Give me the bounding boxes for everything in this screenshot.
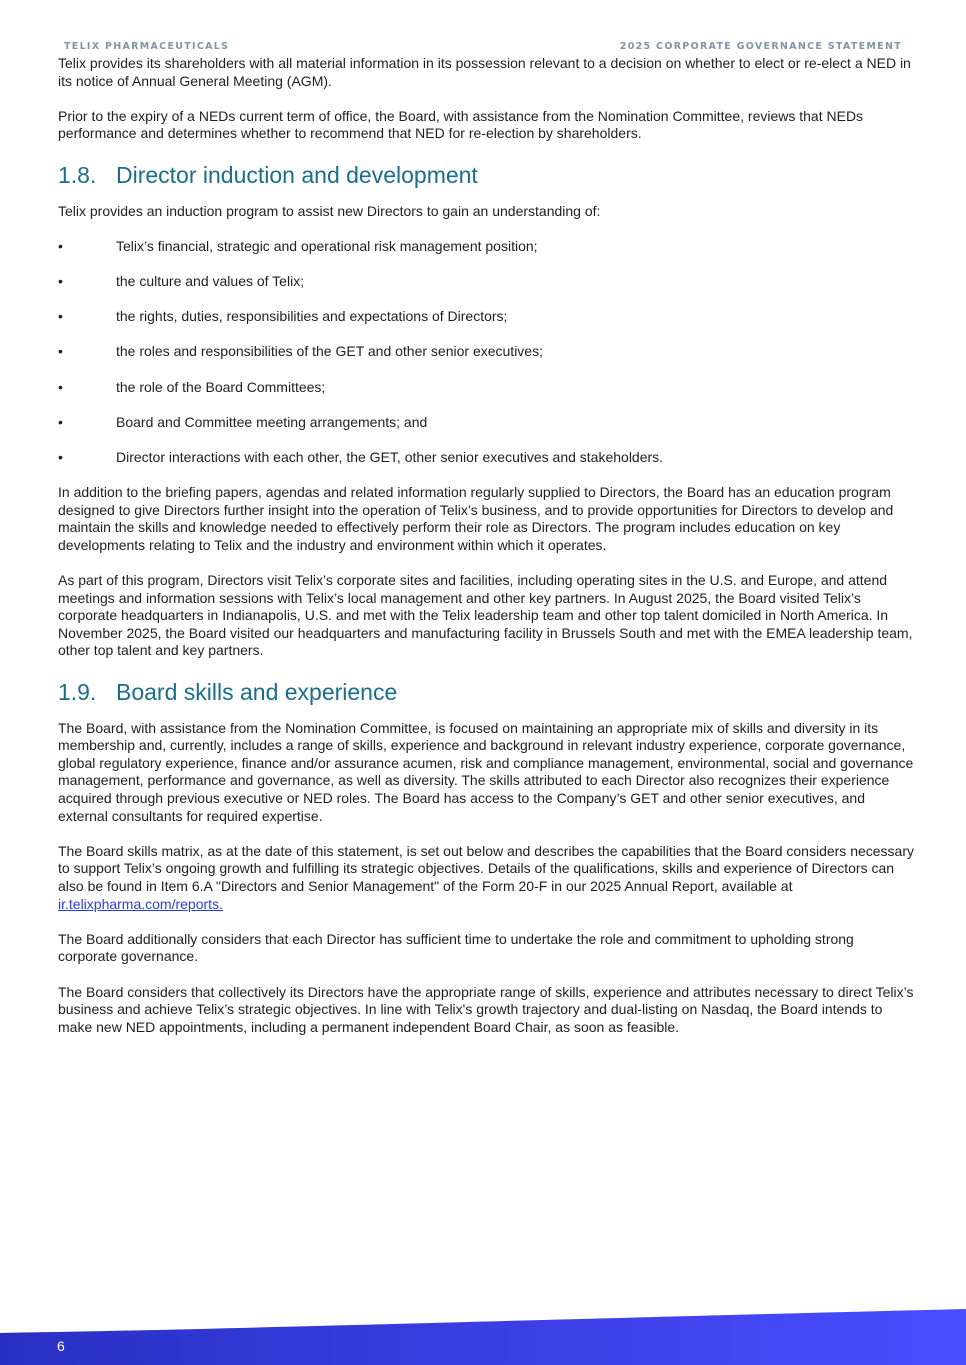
section-title: Director induction and development	[116, 161, 478, 188]
bullet-glyph: •	[58, 272, 63, 289]
list-item: • the rights, duties, responsibilities and expectations of Directors;	[58, 308, 508, 325]
running-header-title: 2025 CORPORATE GOVERNANCE STATEMENT	[619, 41, 902, 52]
appointments-paragraph: The Board considers that collectively its Directors have the appropriate range of skills, experience and attributes necessary to direct Telix’s business and achieve Telix’s strategic objectives. In line with Telix's growth trajectory and dual-listing on Nasdaq, the Board intends to make new NED appointments, including a permanent independent Board Chair, as soon as feasible.	[58, 983, 914, 1035]
intro-paragraph-2: Prior to the expiry of a NEDs current term of office, the Board, with assistance from the Nomination Committee, reviews that NEDs performance and determines whether to recommend that NED for re-election by shareholders.	[58, 107, 864, 142]
list-item: • Board and Committee meeting arrangements; and	[58, 413, 428, 430]
skills-paragraph: The Board, with assistance from the Nomination Committee, is focused on maintaining an appropriate mix of skills and diversity in its membership and, currently, includes a range of skills, experience and background in relevant industry experience, corporate governance, global regulatory experience, finance and/or assurance acumen, risk and compliance management, environmental, social and governance management, performance and governance, as well as diversity. The skills attributed to each Director also recognizes their experience acquired through previous executive or NED roles. The Board has access to the Company’s GET and other senior executives, and external consultants for required expertise.	[58, 719, 914, 824]
bullet-glyph: •	[58, 448, 63, 465]
section-heading-1-8	[58, 161, 914, 189]
skills-matrix-paragraph: The Board skills matrix, as at the date of this statement, is set out below and describes the capabilities that the Board considers necessary to support Telix’s ongoing growth and fulfilling its strategic objectives. Details of the qualifications, skills and experience of Directors can also be found in Item 6.A "Directors and Senior Management" of the Form 20-F in our 2025 Annual Report, available at ir.telixpharma.com/reports.	[58, 842, 914, 912]
section-heading-1-9	[58, 678, 914, 706]
running-header-company: TELIX PHARMACEUTICALS	[64, 41, 230, 52]
section-number: 1.9.	[58, 678, 97, 705]
induction-bullet-list	[58, 238, 914, 467]
site-visits-paragraph: As part of this program, Directors visit Telix’s corporate sites and facilities, including operating sites in the U.S. and Europe, and attend meetings and information sessions with Telix’s local management and other key partners. In August 2025, the Board visited Telix’s corporate headquarters in Indianapolis, U.S. and met with the Telix leadership team and other top talent domiciled in North America. In November 2025, the Board visited our headquarters and manufacturing facility in Brussels South and met with the EMEA leadership team, other top talent and key partners.	[58, 572, 913, 659]
list-item: • the roles and responsibilities of the GET and other senior executives;	[58, 343, 543, 360]
list-item: • Telix’s financial, strategic and operational risk management position;	[58, 237, 538, 254]
page-content	[58, 55, 914, 1054]
list-item: • Director interactions with each other, the GET, other senior executives and stakeholders.	[58, 448, 664, 465]
time-commitment-paragraph: The Board additionally considers that each Director has sufficient time to undertake the role and commitment to upholding strong corporate governance.	[58, 930, 854, 965]
bullet-glyph: •	[58, 237, 63, 254]
bullet-glyph: •	[58, 413, 63, 430]
page-number: 6	[57, 1338, 65, 1354]
section-title: Board skills and experience	[116, 678, 398, 705]
list-item: • the role of the Board Committees;	[58, 378, 326, 395]
reports-link[interactable]: ir.telixpharma.com/reports.	[58, 895, 223, 912]
section-number: 1.8.	[58, 161, 97, 188]
bullet-glyph: •	[58, 378, 63, 395]
intro-paragraph-1: Telix provides its shareholders with all material information in its possession relevant to a decision on whether to elect or re-elect a NED in its notice of Annual General Meeting (AGM).	[58, 55, 911, 89]
education-paragraph: In addition to the briefing papers, agendas and related information regularly supplied to Directors, the Board has an education program designed to give Directors further insight into the operation of Telix’s business, and to provide opportunities for Directors to develop and maintain the skills and knowledge needed to effectively perform their role as Directors. The program includes education on key developments relating to Telix and the industry and environment within which it operates.	[58, 484, 894, 553]
list-item: • the culture and values of Telix;	[58, 272, 305, 289]
induction-lead: Telix provides an induction program to assist new Directors to gain an understanding of:	[58, 202, 601, 219]
bullet-glyph: •	[58, 308, 63, 325]
footer-band	[0, 1305, 966, 1365]
bullet-glyph: •	[58, 343, 63, 360]
